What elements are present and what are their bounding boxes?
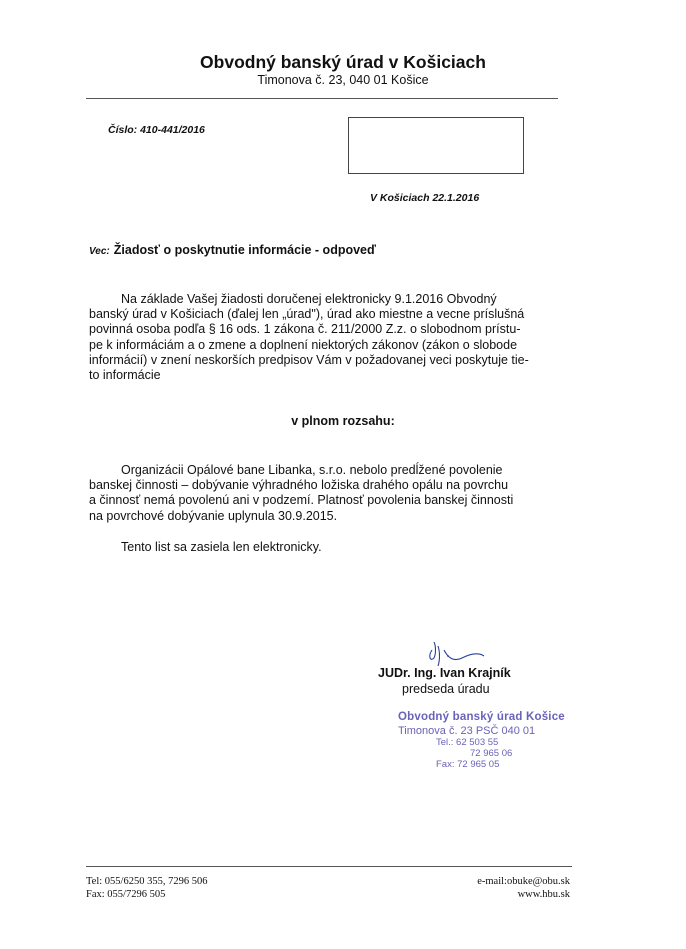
letter-date: V Košiciach 22.1.2016 — [370, 192, 480, 204]
subject-line — [89, 243, 376, 257]
signer-name: JUDr. Ing. Ivan Krajník — [378, 666, 511, 680]
text-line: banskej činnosti – dobývanie výhradného ložiska drahého opálu na povrchu — [89, 478, 509, 493]
footer-website[interactable]: www.hbu.sk — [517, 889, 570, 900]
stamp-contacts — [436, 737, 565, 771]
text-line: to informácie — [89, 368, 161, 383]
text-line: na povrchové dobývanie uplynula 30.9.2015. — [89, 508, 338, 523]
stamp-office-name: Obvodný banský úrad Košice — [398, 711, 565, 723]
text-line: pe k informáciám a o zmene a doplnení niektorých zákonov (zákon o slobode — [89, 337, 518, 352]
body-paragraph-1 — [89, 292, 600, 383]
footer-email[interactable]: e-mail:obuke@obu.sk — [477, 876, 570, 887]
footer-contacts — [420, 875, 570, 901]
stamp-address: Timonova č. 23 PSČ 040 01 — [398, 725, 536, 737]
signer-role: predseda úradu — [402, 682, 490, 696]
header-divider — [86, 98, 558, 99]
text-line: Organizácii Opálové bane Libanka, s.r.o. nebolo predĺžené povolenie — [121, 463, 503, 477]
footer-divider — [86, 866, 572, 867]
reference-number: Číslo: 410-441/2016 — [108, 124, 205, 136]
recipient-address-box — [348, 117, 524, 174]
footer-fax: Fax: 055/7296 505 — [86, 889, 166, 900]
text-line: informácií) v znení neskorších predpisov Vám v požadovanej veci poskytuje tie- — [89, 352, 529, 367]
handwritten-signature — [418, 636, 488, 670]
office-title: Obvodný banský úrad v Košiciach — [200, 52, 486, 72]
subject-text: Žiadosť o poskytnutie informácie - odpoveď — [113, 243, 376, 257]
text-line: a činnosť nemá povolenú ani v podzemí. Platnosť povolenia banskej činnosti — [89, 493, 514, 508]
office-stamp — [398, 711, 565, 771]
text-line: Na základe Vašej žiadosti doručenej elektronicky 9.1.2016 Obvodný — [121, 292, 497, 306]
office-address: Timonova č. 23, 040 01 Košice — [257, 73, 429, 87]
subject-label: Vec: — [89, 246, 110, 257]
footer-tel: Tel: 055/6250 355, 7296 506 — [86, 876, 208, 887]
scope-heading: v plnom rozsahu: — [291, 414, 395, 428]
stamp-tel-2: 72 965 06 — [470, 748, 513, 760]
footer-phones — [86, 875, 207, 901]
body-paragraph-2 — [89, 463, 600, 524]
text-line: povinná osoba podľa § 16 ods. 1 zákona č. 211/2000 Z.z. o slobodnom prístu- — [89, 322, 521, 337]
text-line: banský úrad v Košiciach (ďalej len „úrad"), úrad ako miestne a vecne príslušná — [89, 307, 525, 322]
stamp-fax: Fax: 72 965 05 — [436, 759, 500, 771]
stamp-tel: Tel.: 62 503 55 — [436, 737, 499, 748]
body-paragraph-3: Tento list sa zasiela len elektronicky. — [121, 540, 322, 554]
